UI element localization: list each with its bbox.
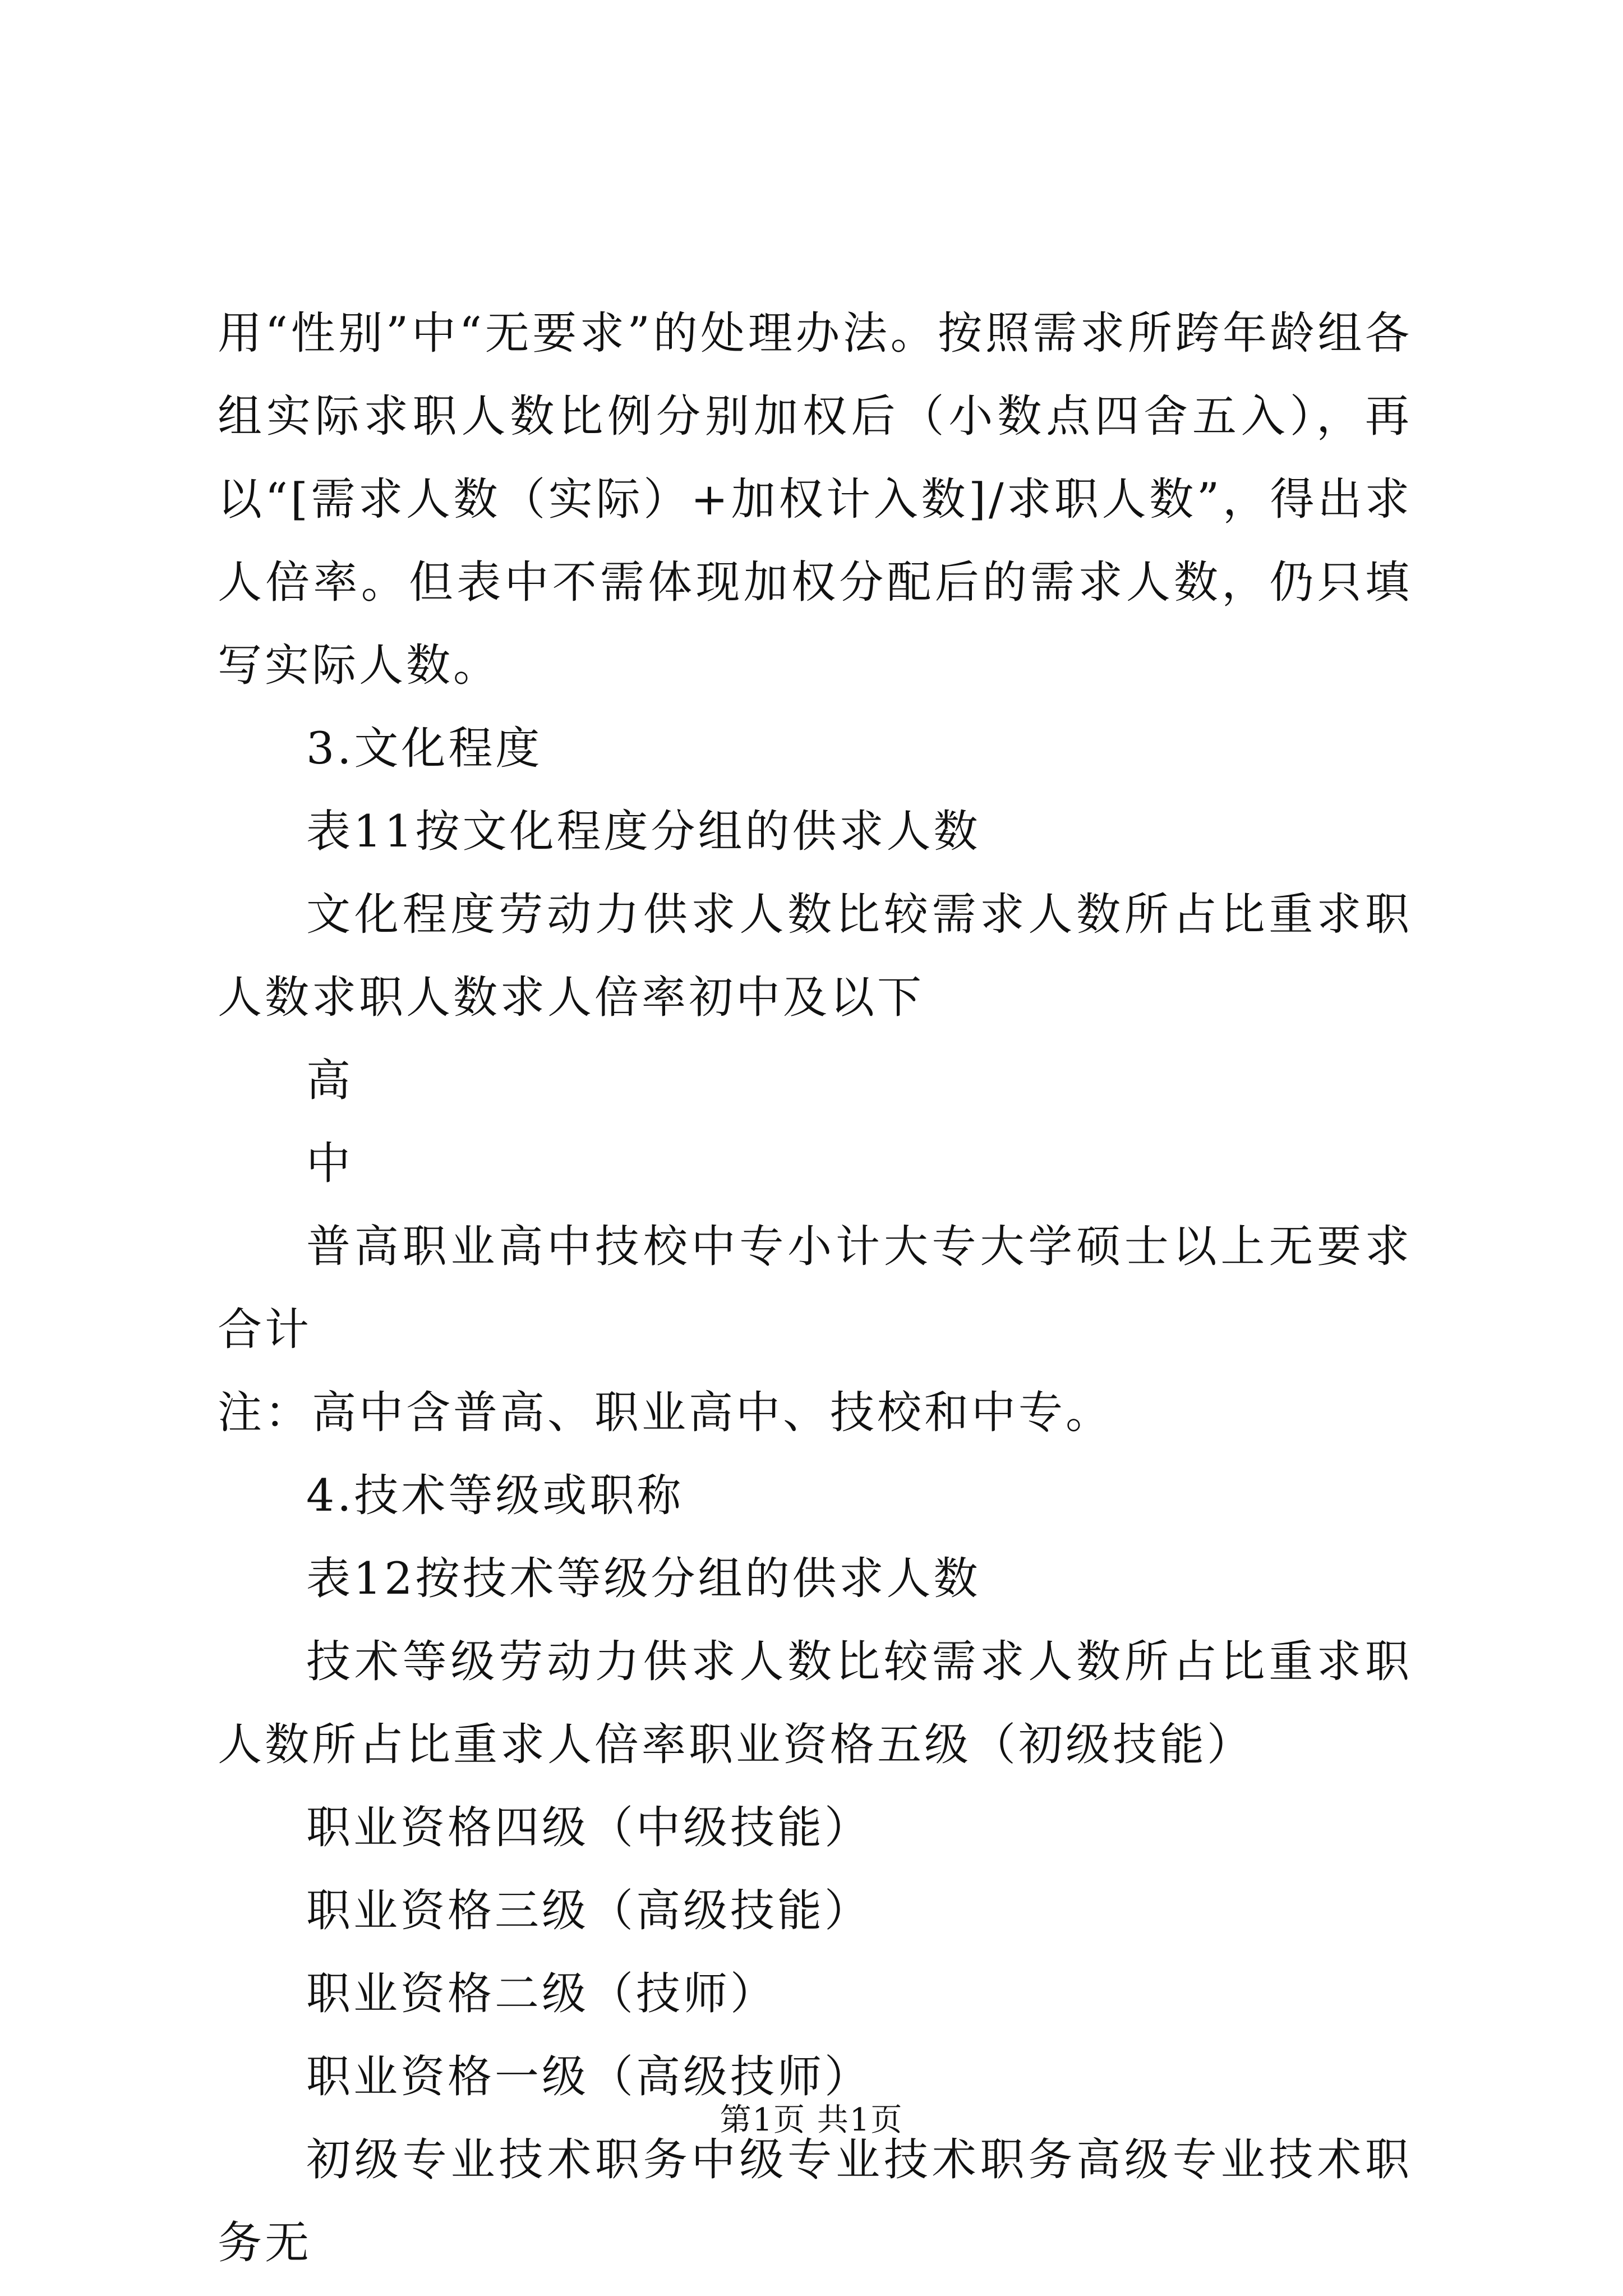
table-11-row-high: 高 <box>306 1055 353 1106</box>
table-12-row-level-4: 职业资格四级（中级技能） <box>306 1802 872 1853</box>
table-11-rows: 普高职业高中技校中专小计大专大学硕士以上无要求合计 <box>218 1221 1412 1355</box>
table-11-headers: 文化程度劳动力供求人数比较需求人数所占比重求职人数求职人数求人倍率初中及以下 <box>218 889 1412 1023</box>
heading-education-level: 3.文化程度 <box>306 723 543 774</box>
table-12-title: 表12按技术等级分组的供求人数 <box>306 1553 981 1604</box>
table-12-row-level-1: 职业资格一级（高级技师） <box>306 2051 872 2102</box>
table-11-title: 表11按文化程度分组的供求人数 <box>306 806 981 857</box>
table-12-headers: 技术等级劳动力供求人数比较需求人数所占比重求职人数所占比重求人倍率职业资格五级（初级技能） <box>218 1636 1412 1770</box>
table-11-note: 注：高中含普高、职业高中、技校和中专。 <box>218 1387 1113 1438</box>
page-footer: 第1页 共1页 <box>720 2102 903 2138</box>
table-11-row-middle: 中 <box>306 1138 353 1189</box>
table-12-row-level-2: 职业资格二级（技师） <box>306 1968 777 2019</box>
table-12-row-level-3: 职业资格三级（高级技能） <box>306 1885 872 1936</box>
paragraph-weighting-method: 用“性别”中“无要求”的处理办法。按照需求所跨年龄组各组实际求职人数比例分别加权后（小数点四舍五入），再以“[需求人数（实际）+加权计入数]/求职人数”，得出求人倍率。但表中不需体现加权分配后的需求人数，仍只填写实际人数。 <box>218 307 1412 691</box>
document-body <box>218 292 1412 2284</box>
table-12-row-professional-titles: 初级专业技术职务中级专业技术职务高级专业技术职务无 <box>218 2134 1412 2269</box>
heading-technical-level: 4.技术等级或职称 <box>306 1470 684 1521</box>
